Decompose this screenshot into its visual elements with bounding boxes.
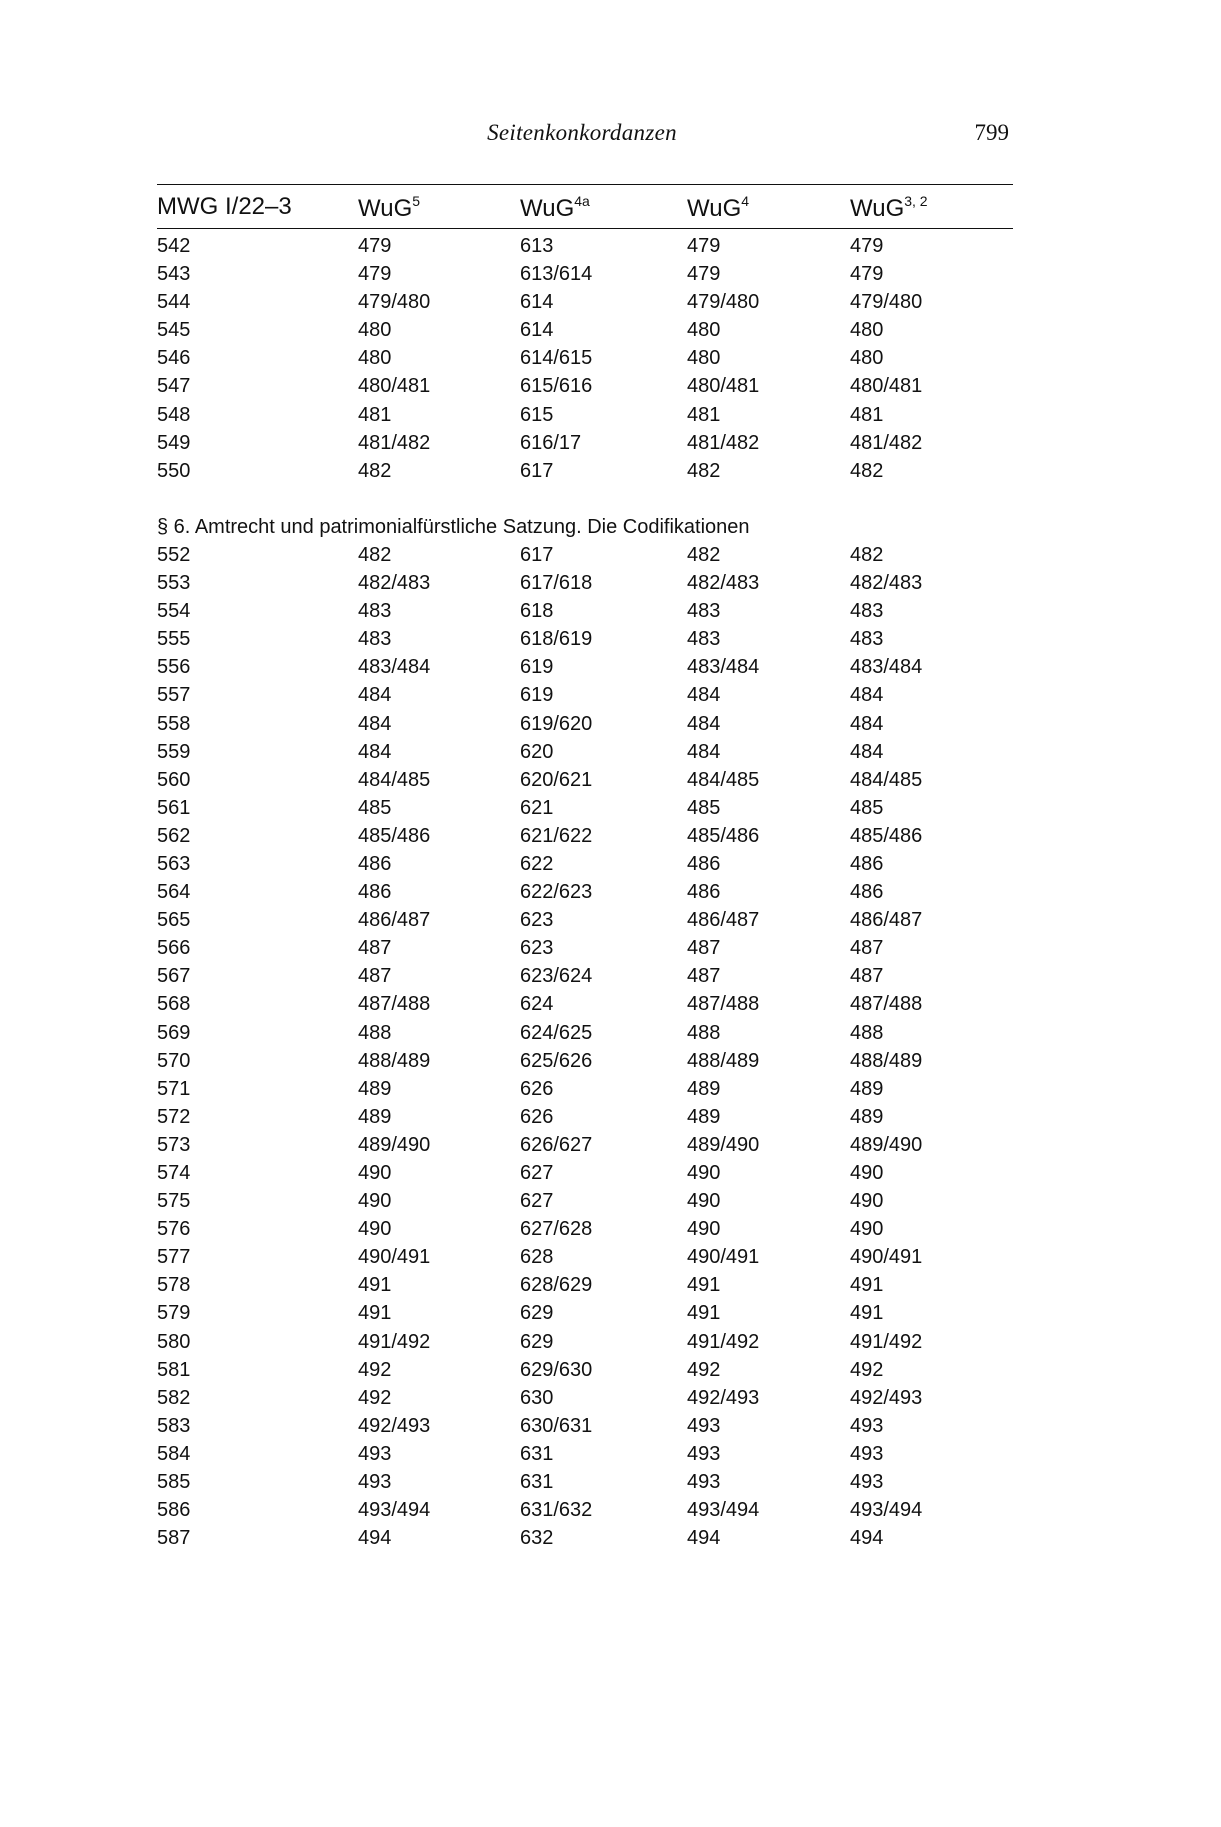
table-cell: 622/623 (520, 881, 593, 904)
table-top-rule (157, 184, 1013, 185)
table-cell: 615/616 (520, 375, 593, 398)
table-cell: 575 (157, 1190, 191, 1213)
table-cell: 487 (358, 937, 392, 960)
table-row (0, 1050, 1221, 1078)
column-header-label: WuG (850, 195, 905, 222)
table-cell: 480 (687, 319, 721, 342)
table-cell: 489 (850, 1077, 884, 1100)
table-cell: 493/494 (358, 1499, 431, 1522)
table-cell: 486 (687, 852, 721, 875)
table-cell: 480 (358, 319, 392, 342)
table-row (0, 235, 1221, 263)
table-cell: 484 (687, 740, 721, 763)
table-row (0, 263, 1221, 291)
table-cell: 490 (687, 1161, 721, 1184)
table-cell: 553 (157, 572, 191, 595)
table-cell: 482/483 (687, 572, 760, 595)
table-cell: 479/480 (850, 291, 923, 314)
table-row (0, 291, 1221, 319)
table-cell: 486/487 (687, 909, 760, 932)
table-cell: 480/481 (358, 375, 431, 398)
table-row (0, 713, 1221, 741)
table-cell: 490 (358, 1218, 392, 1241)
table-cell: 614 (520, 319, 554, 342)
table-row (0, 1471, 1221, 1499)
table-cell: 621 (520, 796, 554, 819)
table-row (0, 1499, 1221, 1527)
table-row (0, 460, 1221, 488)
table-cell: 494 (358, 1527, 392, 1550)
column-header-wug4a (520, 193, 590, 223)
table-cell: 493 (850, 1470, 884, 1493)
table-cell: 492/493 (850, 1386, 923, 1409)
table-cell: 485/486 (850, 824, 923, 847)
table-cell: 632 (520, 1527, 554, 1550)
table-cell: 487/488 (358, 993, 431, 1016)
table-cell: 484 (358, 712, 392, 735)
table-cell: 494 (687, 1527, 721, 1550)
table-cell: 484 (358, 684, 392, 707)
table-row (0, 544, 1221, 572)
table-cell: 490 (850, 1161, 884, 1184)
table-cell: 580 (157, 1330, 191, 1353)
table-cell: 557 (157, 684, 191, 707)
table-cell: 491 (358, 1302, 392, 1325)
table-cell: 583 (157, 1414, 191, 1437)
column-header-label: WuG (687, 195, 742, 222)
table-row (0, 1106, 1221, 1134)
table-cell: 491/492 (358, 1330, 431, 1353)
table-cell: 568 (157, 993, 191, 1016)
table-cell: 552 (157, 544, 191, 566)
table-cell: 626 (520, 1077, 554, 1100)
table-cell: 492 (358, 1358, 392, 1381)
table-cell: 488 (687, 1021, 721, 1044)
table-cell: 479 (358, 263, 392, 286)
table-cell: 493/494 (687, 1499, 760, 1522)
table-cell: 620 (520, 740, 554, 763)
table-cell: 559 (157, 740, 191, 763)
table-cell: 486 (850, 881, 884, 904)
column-header-wug5 (358, 193, 420, 223)
table-cell: 483 (358, 600, 392, 623)
table-cell: 617 (520, 459, 554, 482)
table-cell: 493 (358, 1442, 392, 1465)
table-cell: 628 (520, 1246, 554, 1269)
table-cell: 582 (157, 1386, 191, 1409)
table-cell: 488/489 (358, 1049, 431, 1072)
table-cell: 484 (850, 684, 884, 707)
table-cell: 586 (157, 1499, 191, 1522)
table-cell: 489 (687, 1105, 721, 1128)
table-cell: 625/626 (520, 1049, 593, 1072)
table-cell: 480/481 (850, 375, 923, 398)
table-cell: 482/483 (850, 572, 923, 595)
table-cell: 483 (687, 600, 721, 623)
table-row (0, 1359, 1221, 1387)
table-cell: 542 (157, 235, 191, 257)
table-cell: 585 (157, 1470, 191, 1493)
table-cell: 587 (157, 1527, 191, 1550)
table-cell: 488/489 (687, 1049, 760, 1072)
table-cell: 482 (687, 544, 721, 566)
table-row (0, 656, 1221, 684)
table-cell: 619 (520, 684, 554, 707)
table-cell: 480 (850, 319, 884, 342)
table-cell: 626 (520, 1105, 554, 1128)
table-cell: 490/491 (850, 1246, 923, 1269)
column-header-edition: 4 (741, 193, 750, 209)
table-cell: 479 (687, 235, 721, 257)
table-cell: 484 (687, 684, 721, 707)
table-cell: 564 (157, 881, 191, 904)
table-cell: 492/493 (358, 1414, 431, 1437)
table-cell: 627 (520, 1161, 554, 1184)
table-cell: 623 (520, 909, 554, 932)
table-row (0, 347, 1221, 375)
table-cell: 485/486 (687, 824, 760, 847)
table-cell: 479 (850, 263, 884, 286)
section-heading: § 6. Amtrecht und patrimonialfürstliche Satzung. Die Codifikationen (157, 516, 750, 538)
table-cell: 490 (850, 1218, 884, 1241)
table-cell: 493 (687, 1414, 721, 1437)
table-cell: 629 (520, 1330, 554, 1353)
table-cell: 485/486 (358, 824, 431, 847)
table-cell: 480 (850, 347, 884, 370)
table-cell: 616/17 (520, 431, 582, 454)
table-cell: 614/615 (520, 347, 593, 370)
table-row (0, 319, 1221, 347)
table-cell: 618/619 (520, 628, 593, 651)
table-cell: 487 (358, 965, 392, 988)
table-cell: 485 (687, 796, 721, 819)
table-row (0, 909, 1221, 937)
table-cell: 619/620 (520, 712, 593, 735)
column-header-mwg (157, 193, 292, 221)
table-cell: 483 (687, 628, 721, 651)
table-row (0, 1302, 1221, 1330)
table-row (0, 1218, 1221, 1246)
table-cell: 613 (520, 235, 554, 257)
table-cell: 563 (157, 852, 191, 875)
table-row (0, 993, 1221, 1021)
table-cell: 489 (850, 1105, 884, 1128)
table-cell: 567 (157, 965, 191, 988)
table-row (0, 572, 1221, 600)
table-cell: 631 (520, 1470, 554, 1493)
table-cell: 544 (157, 291, 191, 314)
table-cell: 620/621 (520, 768, 593, 791)
table-cell: 631/632 (520, 1499, 593, 1522)
table-cell: 561 (157, 796, 191, 819)
column-header-edition: 4a (574, 193, 590, 209)
table-cell: 546 (157, 347, 191, 370)
table-cell: 494 (850, 1527, 884, 1550)
table-cell: 487 (687, 965, 721, 988)
table-cell: 619 (520, 656, 554, 679)
table-cell: 491 (850, 1274, 884, 1297)
table-cell: 493 (850, 1442, 884, 1465)
table-row (0, 404, 1221, 432)
table-cell: 493 (850, 1414, 884, 1437)
table-cell: 543 (157, 263, 191, 286)
column-header-label: MWG I/22–3 (157, 193, 292, 220)
table-cell: 613/614 (520, 263, 593, 286)
table-cell: 483 (850, 600, 884, 623)
table-cell: 628/629 (520, 1274, 593, 1297)
table-cell: 576 (157, 1218, 191, 1241)
table-cell: 550 (157, 459, 191, 482)
table-cell: 479 (850, 235, 884, 257)
table-cell: 483 (358, 628, 392, 651)
table-cell: 489/490 (358, 1133, 431, 1156)
table-cell: 482 (850, 459, 884, 482)
table-cell: 488 (850, 1021, 884, 1044)
table-cell: 484 (687, 712, 721, 735)
table-cell: 484/485 (358, 768, 431, 791)
table-cell: 549 (157, 431, 191, 454)
table-row (0, 1162, 1221, 1190)
table-cell: 487 (850, 937, 884, 960)
table-row (0, 1443, 1221, 1471)
table-cell: 629/630 (520, 1358, 593, 1381)
column-header-edition: 5 (412, 193, 421, 209)
table-row (0, 628, 1221, 656)
table-row (0, 797, 1221, 825)
table-cell: 560 (157, 768, 191, 791)
table-cell: 490 (358, 1190, 392, 1213)
table-cell: 615 (520, 403, 554, 426)
table-row (0, 1387, 1221, 1415)
table-cell: 489 (687, 1077, 721, 1100)
table-cell: 479/480 (687, 291, 760, 314)
table-cell: 581 (157, 1358, 191, 1381)
table-cell: 482 (358, 544, 392, 566)
table-cell: 481/482 (687, 431, 760, 454)
table-cell: 547 (157, 375, 191, 398)
table-row (0, 853, 1221, 881)
table-cell: 571 (157, 1077, 191, 1100)
running-head: Seitenkonkordanzen (487, 120, 677, 145)
table-cell: 629 (520, 1302, 554, 1325)
table-row (0, 600, 1221, 628)
column-header-wug4 (687, 193, 749, 223)
table-cell: 579 (157, 1302, 191, 1325)
table-cell: 484/485 (850, 768, 923, 791)
table-cell: 481 (358, 403, 392, 426)
table-cell: 562 (157, 824, 191, 847)
table-cell: 479/480 (358, 291, 431, 314)
table-row (0, 1274, 1221, 1302)
table-row (0, 1078, 1221, 1106)
table-cell: 481/482 (358, 431, 431, 454)
table-cell: 617 (520, 544, 554, 566)
table-row (0, 1415, 1221, 1443)
table-cell: 486/487 (850, 909, 923, 932)
page-number: 799 (974, 120, 1009, 145)
table-row (0, 825, 1221, 853)
table-row (0, 1331, 1221, 1359)
table-cell: 485 (850, 796, 884, 819)
table-row (0, 1246, 1221, 1274)
table-cell: 483 (850, 628, 884, 651)
table-header (0, 193, 1221, 223)
table-cell: 479 (358, 235, 392, 257)
table-cell: 624 (520, 993, 554, 1016)
table-cell: 622 (520, 852, 554, 875)
table-cell: 491 (687, 1302, 721, 1325)
table-cell: 554 (157, 600, 191, 623)
column-header-label: WuG (358, 195, 413, 222)
table-cell: 621/622 (520, 824, 593, 847)
table-cell: 481/482 (850, 431, 923, 454)
table-cell: 566 (157, 937, 191, 960)
table-cell: 486/487 (358, 909, 431, 932)
table-cell: 491 (358, 1274, 392, 1297)
table-cell: 492 (358, 1386, 392, 1409)
table-cell: 493/494 (850, 1499, 923, 1522)
table-cell: 489 (358, 1105, 392, 1128)
table-cell: 578 (157, 1274, 191, 1297)
table-cell: 483/484 (358, 656, 431, 679)
table-cell: 482 (850, 544, 884, 566)
table-cell: 488 (358, 1021, 392, 1044)
table-cell: 556 (157, 656, 191, 679)
table-cell: 491/492 (687, 1330, 760, 1353)
table-cell: 487 (850, 965, 884, 988)
table-cell: 491 (850, 1302, 884, 1325)
table-row (0, 937, 1221, 965)
table-row (0, 769, 1221, 797)
table-cell: 630/631 (520, 1414, 593, 1437)
table-row (0, 741, 1221, 769)
table-cell: 627 (520, 1190, 554, 1213)
table-row (0, 432, 1221, 460)
table-cell: 486 (850, 852, 884, 875)
table-row (0, 965, 1221, 993)
table-cell: 493 (358, 1470, 392, 1493)
column-header-label: WuG (520, 195, 575, 222)
table-cell: 490/491 (358, 1246, 431, 1269)
table-row (0, 375, 1221, 403)
table-cell: 569 (157, 1021, 191, 1044)
table-cell: 480 (358, 347, 392, 370)
table-cell: 490 (687, 1218, 721, 1241)
table-cell: 565 (157, 909, 191, 932)
table-cell: 614 (520, 291, 554, 314)
table-cell: 486 (358, 852, 392, 875)
table-cell: 555 (157, 628, 191, 651)
table-cell: 492/493 (687, 1386, 760, 1409)
table-row (0, 1527, 1221, 1555)
table-cell: 574 (157, 1161, 191, 1184)
table-cell: 548 (157, 403, 191, 426)
table-cell: 491 (687, 1274, 721, 1297)
table-cell: 490 (850, 1190, 884, 1213)
table-cell: 493 (687, 1442, 721, 1465)
table-cell: 481 (850, 403, 884, 426)
table-cell: 482 (687, 459, 721, 482)
table-cell: 558 (157, 712, 191, 735)
table-cell: 484 (358, 740, 392, 763)
table-cell: 487 (687, 937, 721, 960)
table-cell: 618 (520, 600, 554, 623)
table-cell: 545 (157, 319, 191, 342)
table-row (0, 684, 1221, 712)
table-cell: 486 (687, 881, 721, 904)
table-cell: 488/489 (850, 1049, 923, 1072)
column-header-edition: 3, 2 (904, 193, 928, 209)
table-cell: 489/490 (850, 1133, 923, 1156)
table-cell: 491/492 (850, 1330, 923, 1353)
table-cell: 492 (687, 1358, 721, 1381)
table-cell: 489 (358, 1077, 392, 1100)
table-cell: 493 (687, 1470, 721, 1493)
table-cell: 631 (520, 1442, 554, 1465)
table-cell: 487/488 (687, 993, 760, 1016)
column-header-wug32 (850, 193, 928, 223)
table-cell: 624/625 (520, 1021, 593, 1044)
table-cell: 484/485 (687, 768, 760, 791)
table-cell: 572 (157, 1105, 191, 1128)
table-cell: 480 (687, 347, 721, 370)
table-cell: 577 (157, 1246, 191, 1269)
table-cell: 487/488 (850, 993, 923, 1016)
table-cell: 584 (157, 1442, 191, 1465)
table-header-rule (157, 228, 1013, 229)
table-cell: 485 (358, 796, 392, 819)
table-cell: 490 (687, 1190, 721, 1213)
table-cell: 486 (358, 881, 392, 904)
table-cell: 483/484 (687, 656, 760, 679)
table-cell: 490/491 (687, 1246, 760, 1269)
table-row (0, 1022, 1221, 1050)
table-cell: 617/618 (520, 572, 593, 595)
table-cell: 480/481 (687, 375, 760, 398)
table-cell: 623 (520, 937, 554, 960)
table-cell: 492 (850, 1358, 884, 1381)
table-cell: 573 (157, 1133, 191, 1156)
table-cell: 630 (520, 1386, 554, 1409)
table-cell: 627/628 (520, 1218, 593, 1241)
table-cell: 484 (850, 740, 884, 763)
table-cell: 483/484 (850, 656, 923, 679)
table-cell: 489/490 (687, 1133, 760, 1156)
table-cell: 482/483 (358, 572, 431, 595)
table-cell: 479 (687, 263, 721, 286)
table-row (0, 881, 1221, 909)
table-cell: 482 (358, 459, 392, 482)
table-row (0, 1134, 1221, 1162)
table-cell: 570 (157, 1049, 191, 1072)
table-cell: 481 (687, 403, 721, 426)
table-cell: 623/624 (520, 965, 593, 988)
table-cell: 484 (850, 712, 884, 735)
table-cell: 490 (358, 1161, 392, 1184)
table-row (0, 1190, 1221, 1218)
table-cell: 626/627 (520, 1133, 593, 1156)
